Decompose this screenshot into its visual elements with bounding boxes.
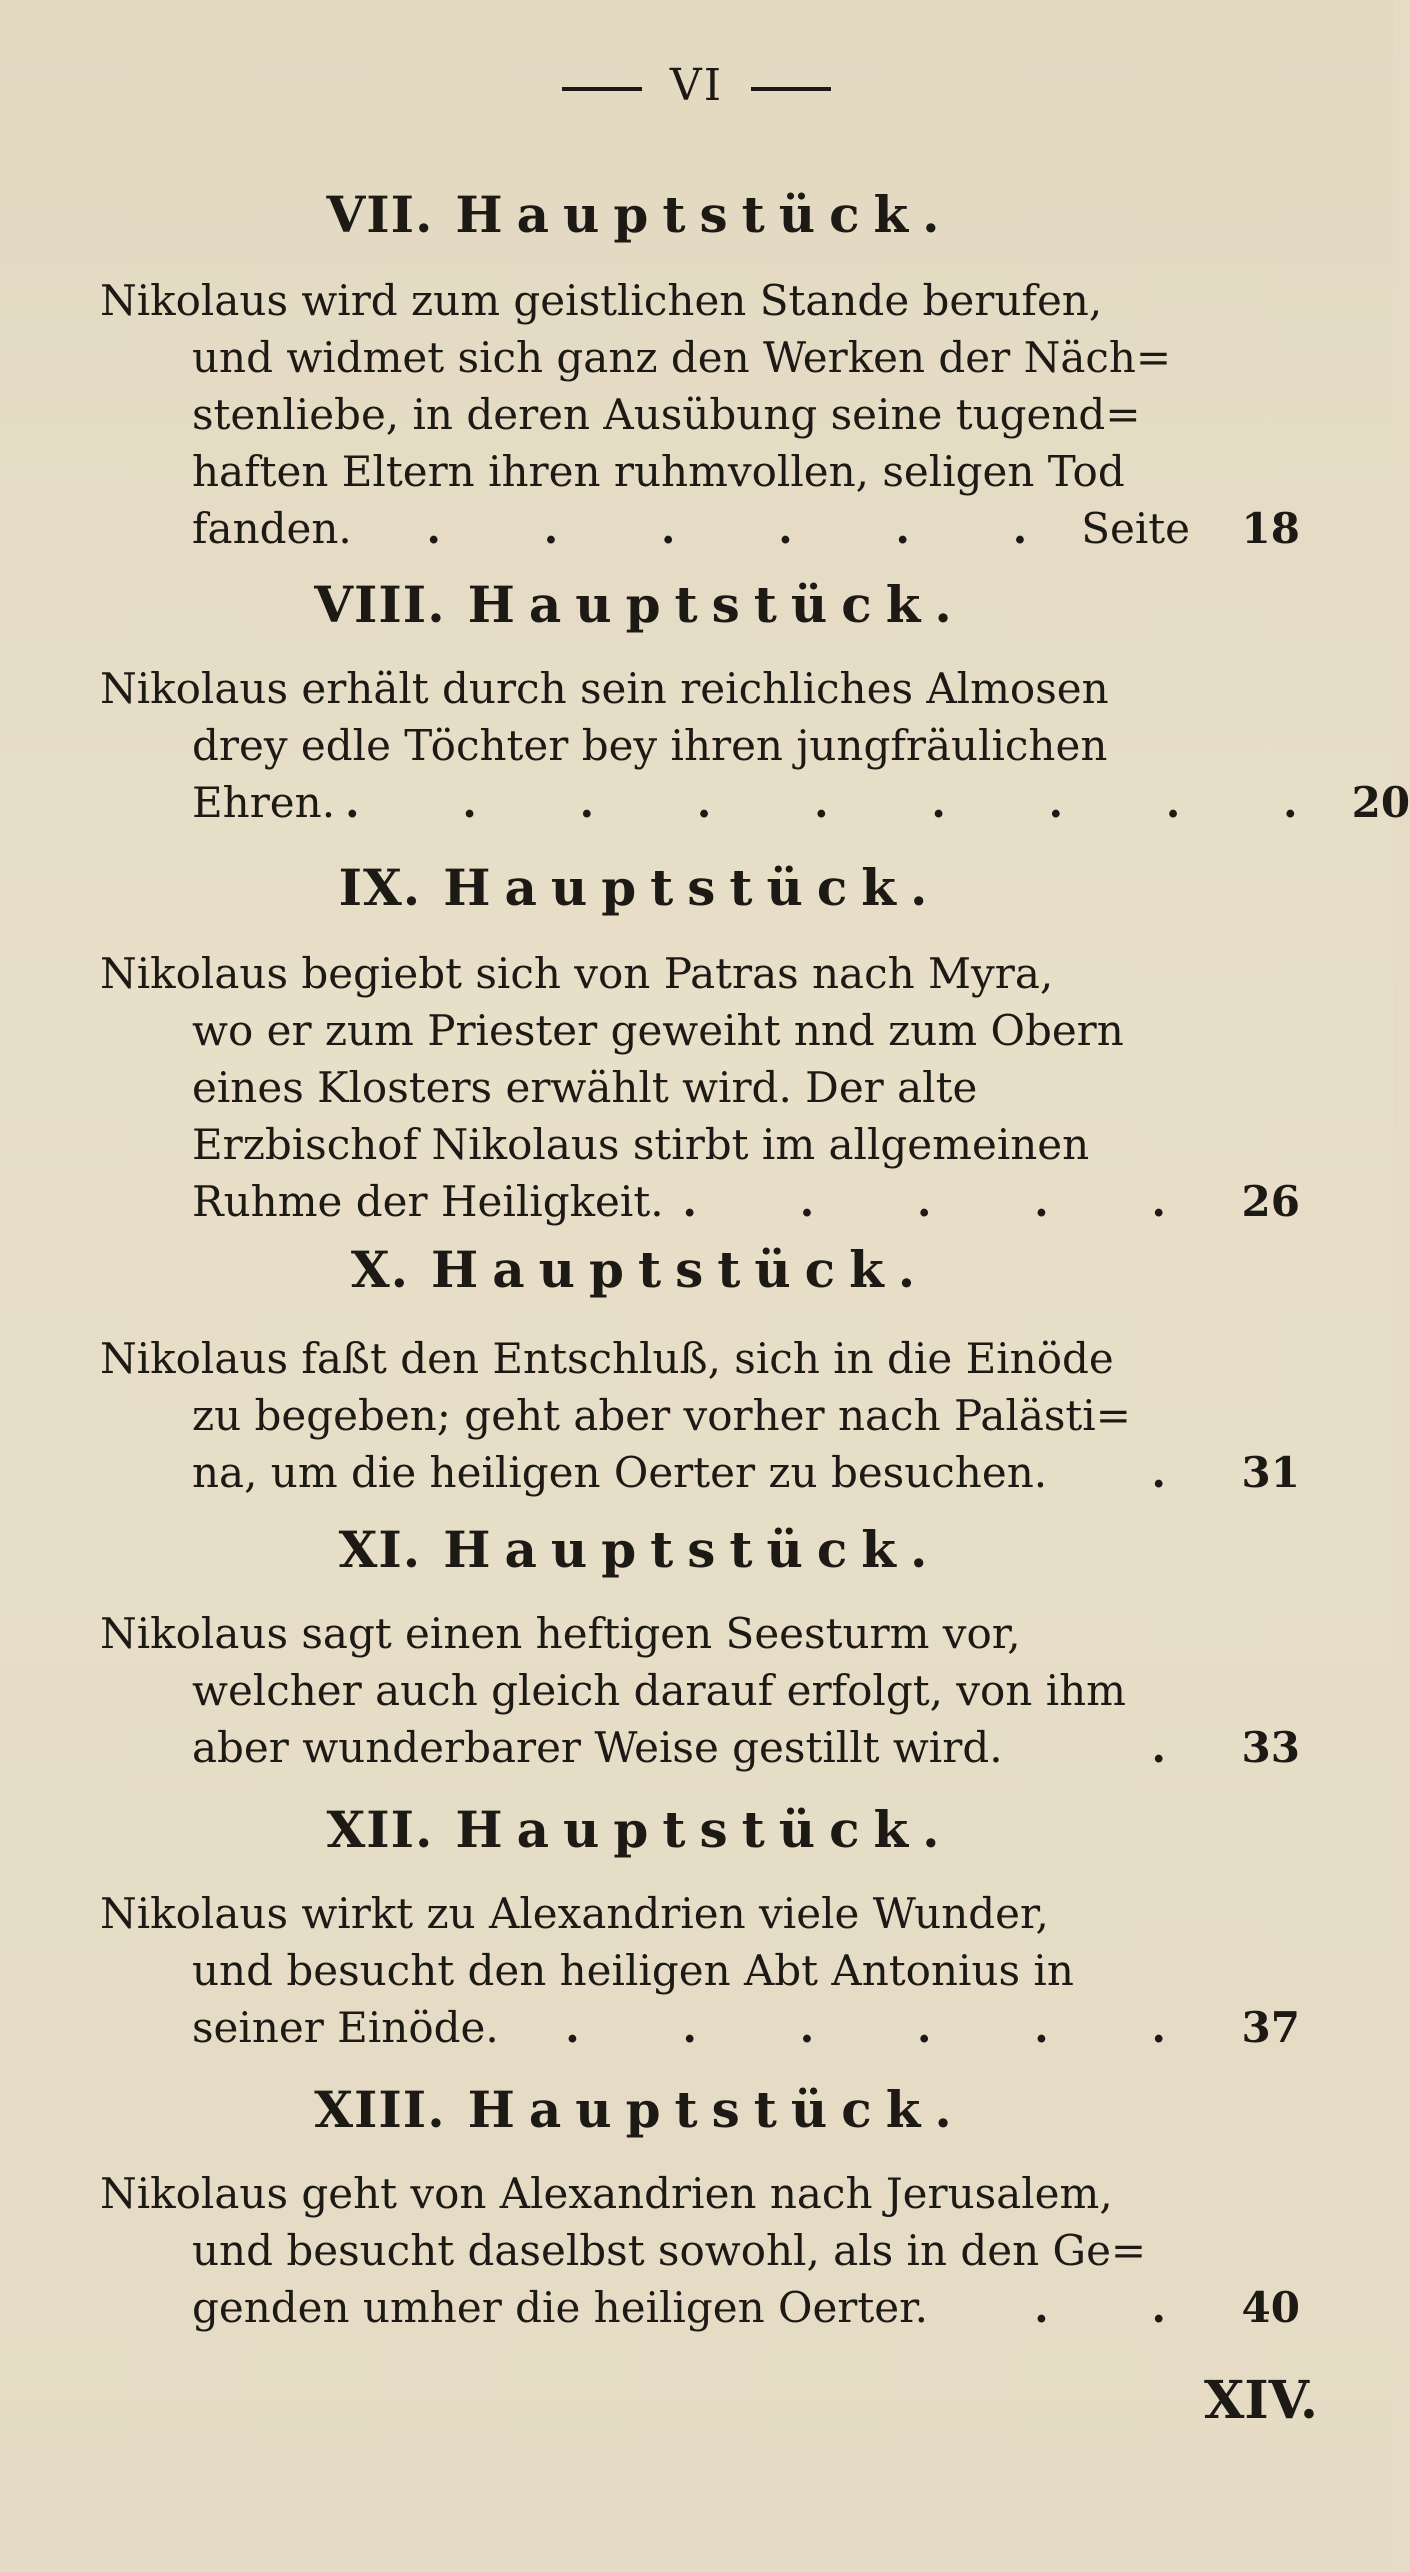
summary-line: genden umher die heiligen Oerter. — [192, 2283, 928, 2332]
chapter-numeral: XIII. — [314, 2080, 446, 2139]
chapter-word: Hauptstück. — [443, 1520, 942, 1579]
chapter-word: Hauptstück. — [467, 2080, 966, 2139]
chapter-word: Hauptstück. — [467, 575, 966, 634]
chapter-heading-xi — [0, 1520, 1280, 1579]
chapter-heading-x — [0, 1240, 1280, 1299]
summary-line: na, um die heiligen Oerter zu besuchen. — [192, 1448, 1048, 1497]
chapter-heading-xiii — [0, 2080, 1280, 2139]
summary-line: zu begeben; geht aber vorher nach Palästi= — [192, 1391, 1131, 1440]
page-number: 20 — [1351, 778, 1410, 827]
page-header — [0, 60, 1393, 111]
leader-dots: . — [1151, 1448, 1210, 1497]
summary-last-line — [100, 1444, 1300, 1501]
summary-last-line — [100, 1999, 1300, 2056]
page-number: 31 — [1241, 1448, 1300, 1497]
page-number: 33 — [1241, 1723, 1300, 1772]
seite-label: Seite — [1081, 504, 1190, 553]
chapter-word: Hauptstück. — [455, 1800, 954, 1859]
chapter-numeral: VII. — [326, 185, 434, 244]
chapter-summary-xiii — [100, 2165, 1300, 2336]
summary-line: Ruhme der Heiligkeit. — [192, 1177, 664, 1226]
summary-line: drey edle Töchter bey ihren jungfräulichen — [192, 721, 1108, 770]
summary-last-line — [100, 1173, 1300, 1230]
page-number: 18 — [1241, 504, 1300, 553]
summary-line: Ehren. — [192, 778, 336, 827]
summary-line: Nikolaus begiebt sich von Patras nach Myra, — [100, 949, 1054, 998]
page-number: 37 — [1241, 2003, 1300, 2052]
chapter-summary-xii — [100, 1885, 1300, 2056]
chapter-summary-ix — [100, 945, 1300, 1230]
chapter-numeral: IX. — [338, 858, 422, 917]
chapter-numeral: XI. — [338, 1520, 422, 1579]
summary-line: und widmet sich ganz den Werken der Näch= — [192, 333, 1172, 382]
leader-dots: . . . . . . . . . — [345, 778, 1342, 827]
chapter-heading-vii — [0, 185, 1280, 244]
page-number: 40 — [1241, 2283, 1300, 2332]
summary-line: welcher auch gleich darauf erfolgt, von ihm — [192, 1666, 1127, 1715]
leader-dots: . . — [1034, 2283, 1210, 2332]
summary-line: wo er zum Priester geweiht nnd zum Obern — [192, 1006, 1124, 1055]
summary-line: und besucht daselbst sowohl, als in den Ge= — [192, 2226, 1147, 2275]
catchword: XIV. — [1203, 2370, 1318, 2431]
summary-last-line — [100, 2279, 1300, 2336]
summary-line: haften Eltern ihren ruhmvollen, seligen Tod — [192, 447, 1125, 496]
page-number: 26 — [1241, 1177, 1300, 1226]
chapter-word: Hauptstück. — [431, 1240, 930, 1299]
chapter-numeral: VIII. — [314, 575, 446, 634]
summary-line: Nikolaus geht von Alexandrien nach Jerusalem, — [100, 2169, 1113, 2218]
summary-line: seiner Einöde. — [192, 2003, 499, 2052]
summary-line: fanden. — [192, 504, 352, 553]
chapter-heading-ix — [0, 858, 1280, 917]
summary-last-line — [100, 774, 1410, 831]
leader-dots: . . . . . . — [426, 504, 1072, 553]
page-marker: VI — [669, 60, 724, 111]
leader-dots: . — [1151, 1723, 1210, 1772]
chapter-heading-xii — [0, 1800, 1280, 1859]
summary-line: Erzbischof Nikolaus stirbt im allgemeinen — [192, 1120, 1090, 1169]
summary-line: Nikolaus wirkt zu Alexandrien viele Wunder, — [100, 1889, 1049, 1938]
summary-line: Nikolaus wird zum geistlichen Stande berufen, — [100, 276, 1103, 325]
chapter-summary-xi — [100, 1605, 1300, 1776]
chapter-numeral: XII. — [326, 1800, 434, 1859]
summary-line: Nikolaus sagt einen heftigen Seesturm vor, — [100, 1609, 1021, 1658]
chapter-summary-vii — [100, 272, 1300, 557]
header-dash-right — [751, 87, 831, 91]
chapter-numeral: X. — [350, 1240, 410, 1299]
summary-line: und besucht den heiligen Abt Antonius in — [192, 1946, 1074, 1995]
summary-line: Nikolaus faßt den Entschluß, sich in die Einöde — [100, 1334, 1114, 1383]
summary-line: Nikolaus erhält durch sein reichliches Almosen — [100, 664, 1109, 713]
summary-last-line — [100, 1719, 1300, 1776]
leader-dots: . . . . . . — [565, 2003, 1210, 2052]
summary-last-line — [100, 500, 1300, 557]
summary-line: aber wunderbarer Weise gestillt wird. — [192, 1723, 1003, 1772]
chapter-summary-x — [100, 1330, 1300, 1501]
chapter-heading-viii — [0, 575, 1280, 634]
chapter-summary-viii — [100, 660, 1410, 831]
chapter-word: Hauptstück. — [443, 858, 942, 917]
chapter-word: Hauptstück. — [455, 185, 954, 244]
summary-line: eines Klosters erwählt wird. Der alte — [192, 1063, 978, 1112]
header-dash-left — [562, 87, 642, 91]
summary-line: stenliebe, in deren Ausübung seine tugend= — [192, 390, 1141, 439]
leader-dots: . . . . . — [682, 1177, 1210, 1226]
